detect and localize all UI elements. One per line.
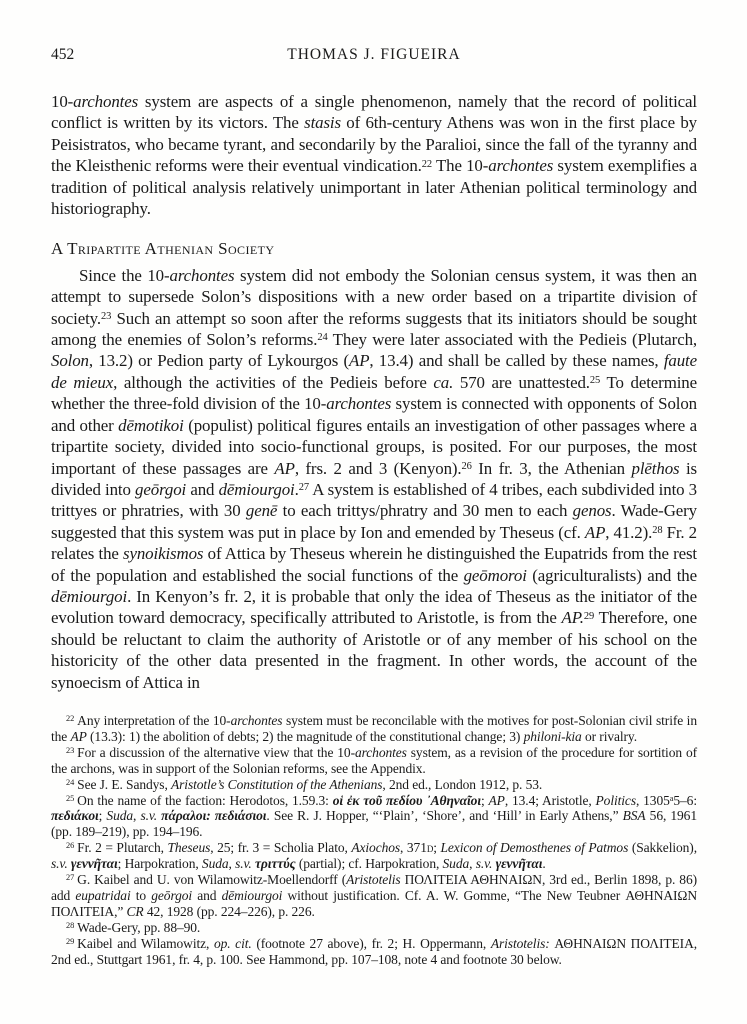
footnote-27	[51, 872, 697, 920]
footnote-number: 23	[66, 746, 75, 756]
footnote-number: 29	[66, 936, 75, 946]
footnote-text: For a discussion of the alternative view that the 10-archontes system, as a revision of the procedure for sortition of the archons, was in support of the Solonian reforms, see the Appendix.	[51, 744, 697, 776]
page-number: 452	[51, 46, 75, 63]
footnote-number: 26	[66, 841, 75, 851]
running-head: THOMAS J. FIGUEIRA	[287, 46, 461, 63]
footnote-text: See J. E. Sandys, Aristotle’s Constitution of the Athenians, 2nd ed., London 1912, p. 53.	[77, 776, 543, 792]
footnote-29	[51, 936, 697, 968]
footnote-24	[51, 777, 697, 793]
footnote-number: 25	[66, 793, 75, 803]
footnote-text: On the name of the faction: Herodotos, 1.59.3: οἱ ἐκ τοῦ πεδίου ᾽Αθηναῖοι; AP, 13.4; Aristotle, Politics, 1305$^a$5–6: πεδιάκοι; Suda, s.v. πάραλοι: πεδιάσιοι. See R. J. Hopper, “‘Plain’, ‘Shore’, and ‘Hill’ in Early Athens,” BSA 56, 1961 (pp. 189–219), pp. 194–196.	[51, 792, 697, 840]
footnote-number: 24	[66, 777, 75, 787]
opening-paragraph: 10-archontes system are aspects of a single phenomenon, namely that the record of political conflict is written by its victors. The stasis of 6th-century Athens was won in the first place by Peisistratos, who became tyrant, and secondarily by the Paralioi, since the fall of the tyranny and the Kleisthenic reforms were their eventual vindication.$^{22}$ The 10-archontes system exemplifies a tradition of political analysis relatively unimportant in later Athenian political terminology and historiography.	[51, 92, 697, 219]
footnote-23	[51, 745, 697, 777]
footnote-26	[51, 840, 697, 872]
footnote-text: G. Kaibel and U. von Wilamowitz-Moellendorff (Aristotelis ΠΟΛΙΤΕΙΑ ΑΘΗΝΑΙΩΝ, 3rd ed., Berlin 1898, p. 86) add eupatridai to geōrgoi and dēmiourgoi without justification. Cf. A. W. Gomme, “The New Teubner ΑΘΗΝΑΙΩΝ ΠΟΛΙΤΕΙΑ,” CR 42, 1928 (pp. 224–226), p. 226.	[51, 872, 697, 919]
footnote-number: 22	[66, 714, 75, 724]
footnotes-section	[51, 713, 697, 968]
footnote-number: 28	[66, 920, 75, 930]
page-content	[51, 46, 697, 967]
footnote-25	[51, 793, 697, 841]
page-header	[51, 46, 697, 64]
footnote-text: Kaibel and Wilamowitz, op. cit. (footnote 27 above), fr. 2; H. Oppermann, Aristotelis: ΑΘΗΝΑΙΩΝ ΠΟΛΙΤΕΙΑ, 2nd ed., Stuttgart 1961, fr. 4, p. 100. See Hammond, pp. 107–108, note 4 and footnote 30 below.	[51, 935, 698, 967]
footnote-text: Any interpretation of the 10-archontes system must be reconcilable with the motives for post-Solonian civil strife in the AP (13.3): 1) the abolition of debts; 2) the magnitude of the constitutional change; 3) philoni-kia or rivalry.	[51, 712, 697, 744]
section-heading: A Tripartite Athenian Society	[51, 239, 275, 259]
footnote-text: Wade-Gery, pp. 88–90.	[77, 919, 201, 935]
footnote-28	[51, 920, 697, 936]
article-body	[51, 91, 697, 693]
main-paragraph: Since the 10-archontes system did not embody the Solonian census system, it was then an attempt to supersede Solon’s dispositions with a new order based on a tripartite division of society.$^{23}$ Such an attempt so soon after the reforms suggests that its initiators should be sought among the enemies of Solon’s reforms.$^{24}$ They were later associated with the Pedieis (Plutarch, Solon, 13.2) or Pedion party of Lykourgos (AP, 13.4) and shall be called by these names, faute de mieux, although the activities of the Pedieis before ca. 570 are unattested.$^{25}$ To determine whether the three-fold division of the 10-archontes system is connected with opponents of Solon and other dēmotikoi (populist) political figures entails an investigation of other passages where a tripartite society, divided into socio-functional groups, is posited. For our purposes, the most important of these passages are AP, frs. 2 and 3 (Kenyon).$^{26}$ In fr. 3, the Athenian plēthos is divided into geōrgoi and dēmiourgoi.$^{27}$ A system is established of 4 tribes, each subdivided into 3 trittyes or phratries, with 30 genē to each trittys/phratry and 30 men to each genos. Wade-Gery suggested that this system was put in place by Ion and emended by Theseus (cf. AP, 41.2).$^{28}$ Fr. 2 relates the synoikismos of Attica by Theseus wherein he distinguished the Eupatrids from the rest of the population and established the social functions of the geōmoroi (agriculturalists) and the dēmiourgoi. In Kenyon’s fr. 2, it is probable that only the idea of Theseus as the initiator of the evolution toward democracy, specifically attributed to Aristotle, is from the AP.$^{29}$ Therefore, one should be reluctant to claim the authority of Aristotle or of any member of his school on the historicity of the other data presented in the fragment. In other words, the account of the synoecism of Attica in	[51, 265, 698, 692]
footnote-22	[51, 713, 697, 745]
footnote-text: Fr. 2 = Plutarch, Theseus, 25; fr. 3 = Scholia Plato, Axiochos, 371d; Lexicon of Demosthenes of Patmos (Sakkelion), s.v. γεννῆται; Harpokration, Suda, s.v. τριττύς (partial); cf. Harpokration, Suda, s.v. γεννῆται.	[51, 840, 697, 872]
footnote-number: 27	[66, 873, 75, 883]
